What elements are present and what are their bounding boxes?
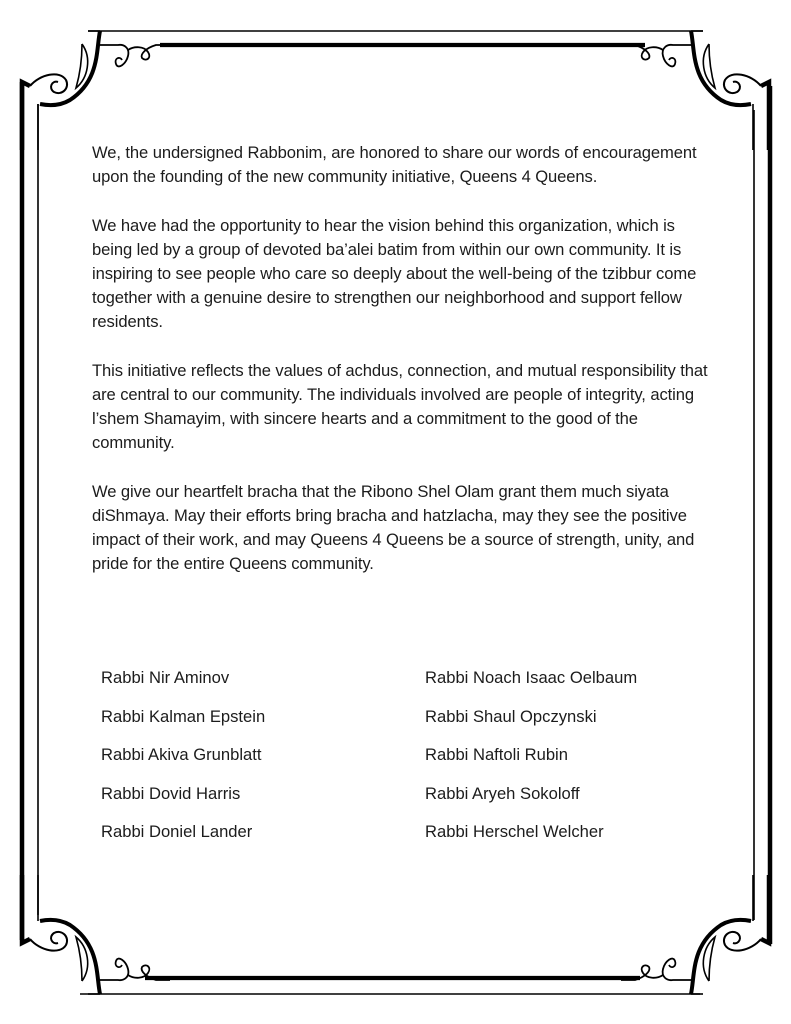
signatory-name: Rabbi Noach Isaac Oelbaum (425, 668, 638, 687)
paragraph-values: This initiative reflects the values of achdus, connection, and mutual responsibility that are central to our community. The individuals involved are people of integrity, acting l’shem Shamayim, with sincere hearts and a commitment to the good of the community. (92, 360, 708, 453)
signatory-name: Rabbi Doniel Lander (101, 822, 253, 841)
signatory-name: Rabbi Herschel Welcher (425, 822, 604, 841)
signatory-name: Rabbi Shaul Opczynski (425, 706, 597, 726)
signatory-name: Rabbi Aryeh Sokoloff (425, 783, 580, 803)
corner-ornament-bottom-right (621, 875, 769, 994)
corner-ornament-bottom-left (22, 875, 170, 994)
signatory-name: Rabbi Naftoli Rubin (425, 745, 568, 764)
corner-ornament-top-right (621, 31, 769, 150)
signatory-name: Rabbi Nir Aminov (101, 668, 230, 687)
signatory-name: Rabbi Kalman Epstein (101, 706, 266, 726)
letter-body (92, 141, 712, 601)
paragraph-bracha: We give our heartfelt bracha that the Ribono Shel Olam grant them much siyata diShmaya. May their efforts bring bracha and hatzlacha, may they see the positive impact of their work, and may Queens 4 Queens be a source of strength, unity, and pride for the entire Queens community. (92, 481, 695, 574)
signatory-name: Rabbi Dovid Harris (101, 783, 241, 803)
paragraph-intro: We, the undersigned Rabbonim, are honored to share our words of encouragement upon the founding of the new community initiative, Queens 4 Queens. (92, 143, 697, 187)
corner-ornament-top-left (22, 31, 170, 150)
signatory-name: Rabbi Akiva Grunblatt (101, 745, 262, 764)
paragraph-vision: We have had the opportunity to hear the vision behind this organization, which is being led by a group of devoted ba’alei batim from within our own community. It is inspiring to see people who care so deeply about the well-being of the tzibbur come together with a genuine desire to strengthen our neighborhood and support fellow residents. (92, 215, 697, 332)
